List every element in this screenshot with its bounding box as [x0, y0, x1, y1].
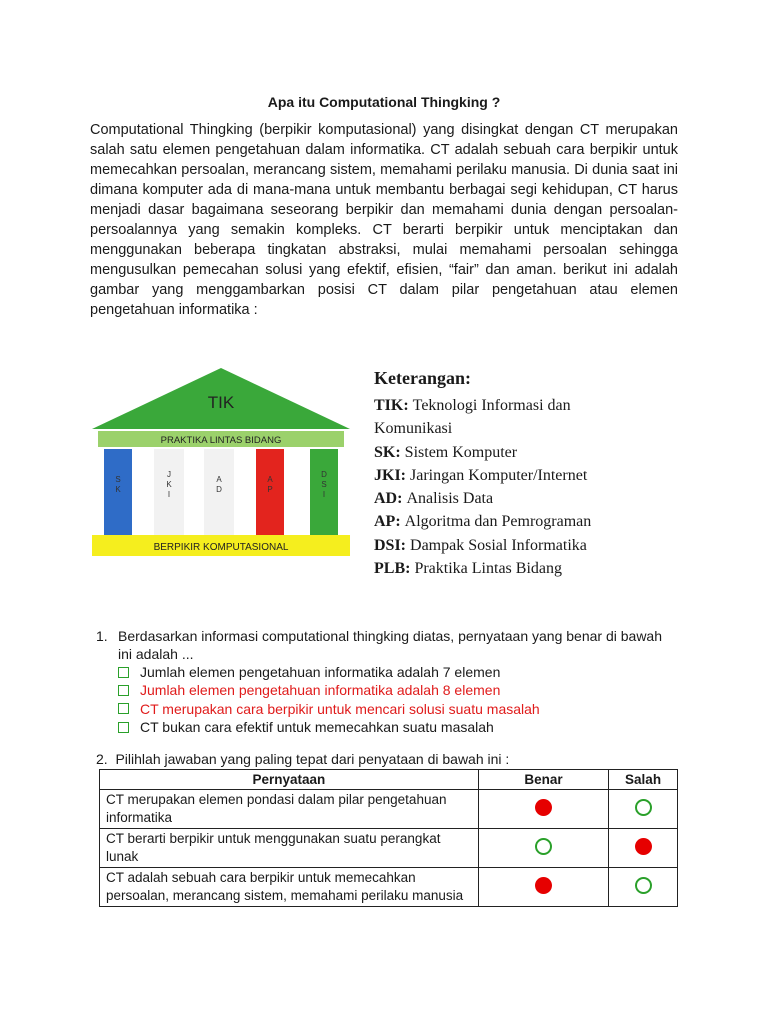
legend-desc: Jaringan Komputer/Internet [410, 466, 588, 484]
legend-desc: Praktika Lintas Bidang [414, 560, 562, 578]
legend-item [374, 441, 591, 464]
checkbox-icon[interactable] [118, 667, 129, 678]
beam-label: PRAKTIKA LINTAS BIDANG [160, 435, 282, 446]
option-label: Jumlah elemen pengetahuan informatika adalah 7 elemen [140, 664, 501, 681]
question-2 [96, 751, 509, 767]
legend-abbr: AD: [374, 490, 407, 508]
pillar-label-char: A [267, 475, 273, 484]
legend-abbr: TIK: [374, 397, 413, 414]
legend-item [374, 464, 591, 487]
legend-abbr: SK: [374, 443, 405, 461]
legend-desc: Teknologi Informasi dan [412, 397, 571, 414]
pillar-label-char: S [321, 480, 327, 489]
legend-item [374, 417, 591, 440]
answer-table [99, 769, 678, 907]
question-1 [96, 627, 663, 736]
salah-cell[interactable] [609, 868, 678, 907]
checkbox-icon[interactable] [118, 703, 129, 714]
table-row [100, 868, 678, 907]
radio-filled-icon[interactable] [535, 877, 552, 894]
legend-item [374, 510, 591, 533]
pillar-label-char: A [216, 475, 222, 484]
checkbox-icon[interactable] [118, 685, 129, 696]
legend-item [374, 557, 591, 580]
option-1[interactable] [118, 663, 663, 681]
legend-abbr: JKI: [374, 466, 410, 484]
question-1-stem: Berdasarkan informasi computational thingking diatas, pernyataan yang benar di bawah ini adalah ... [118, 628, 663, 662]
radio-empty-icon[interactable] [635, 877, 652, 894]
option-2[interactable] [118, 681, 663, 699]
pillar-label-char: P [267, 485, 273, 494]
table-row [100, 829, 678, 868]
radio-empty-icon[interactable] [635, 799, 652, 816]
legend-item [374, 394, 591, 417]
roof-label: TIK [207, 393, 235, 412]
checkbox-icon[interactable] [118, 722, 129, 733]
question-2-stem: Pilihlah jawaban yang paling tepat dari penyataan di bawah ini : [115, 751, 510, 767]
statement-cell: CT berarti berpikir untuk menggunakan suatu perangkat lunak [100, 829, 479, 868]
radio-empty-icon[interactable] [535, 838, 552, 855]
legend-desc: Dampak Sosial Informatika [410, 536, 587, 554]
legend [374, 366, 591, 580]
page-title: Apa itu Computational Thingking ? [267, 94, 501, 110]
pillar-label-char: S [115, 475, 121, 484]
header-pernyataan: Pernyataan [100, 770, 479, 790]
pillar-diagram [90, 362, 352, 562]
legend-abbr: PLB: [374, 560, 415, 578]
table-row [100, 790, 678, 829]
radio-filled-icon[interactable] [535, 799, 552, 816]
salah-cell[interactable] [609, 829, 678, 868]
benar-cell[interactable] [478, 868, 608, 907]
option-label: Jumlah elemen pengetahuan informatika adalah 8 elemen [140, 682, 501, 699]
option-4[interactable] [118, 718, 663, 736]
intro-paragraph: Computational Thingking (berpikir komputasional) yang disingkat dengan CT merupakan salah satu elemen pengetahuan dalam informatika. CT adalah sebuah cara berpikir untuk memecahkan persoalan, merancang sistem, memahami perilaku manusia. Di dunia saat ini dimana komputer ada di mana-mana untuk membantu berbagai segi kehidupan, CT harus menjadi dasar bagaimana seseorang berpikir dan memahami dunia dengan persoalan-persoalannya yang semakin kompleks. CT berarti berpikir untuk menciptakan dan menggunakan beberapa tingkatan abstraksi, mulai memahami persoalan sehingga mengusulkan pemecahan solusi yang efektif, efisien, “fair” dan aman. berikut ini adalah gambar yang menggambarkan posisi CT dalam pilar pengetahuan atau elemen pengetahuan informatika : [90, 122, 678, 318]
statement-cell: CT adalah sebuah cara berpikir untuk memecahkan persoalan, merancang sistem, memahami perilaku manusia [100, 868, 479, 907]
option-label: CT merupakan cara berpikir untuk mencari solusi suatu masalah [140, 700, 540, 717]
radio-filled-icon[interactable] [635, 838, 652, 855]
pillar-label-char: D [321, 470, 327, 479]
pillar-label-char: J [167, 470, 171, 479]
legend-desc: Sistem Komputer [404, 443, 518, 461]
legend-item [374, 487, 591, 510]
legend-heading: Keterangan: [374, 368, 471, 388]
legend-abbr: AP: [374, 513, 405, 531]
pillar-label-char: D [216, 485, 222, 494]
legend-abbr: DSI: [374, 536, 411, 554]
salah-cell[interactable] [609, 790, 678, 829]
benar-cell[interactable] [478, 790, 608, 829]
legend-desc: Komunikasi [374, 420, 453, 438]
option-3[interactable] [118, 700, 663, 718]
pillar-label-char: K [166, 480, 172, 489]
question-1-number: 1. [96, 628, 108, 644]
pillar-label-char: I [322, 490, 326, 499]
legend-item [374, 534, 591, 557]
question-1-options [96, 663, 663, 736]
header-benar: Benar [478, 770, 608, 790]
base-label: BERPIKIR KOMPUTASIONAL [153, 542, 289, 553]
pillar-label-char: K [115, 485, 121, 494]
question-2-number: 2. [96, 751, 108, 767]
header-salah: Salah [609, 770, 678, 790]
option-label: CT bukan cara efektif untuk memecahkan suatu masalah [140, 719, 494, 736]
pillar-label-char: I [167, 490, 171, 499]
legend-desc: Analisis Data [406, 490, 494, 508]
benar-cell[interactable] [478, 829, 608, 868]
statement-cell: CT merupakan elemen pondasi dalam pilar pengetahuan informatika [100, 790, 479, 829]
legend-desc: Algoritma dan Pemrograman [404, 513, 592, 531]
